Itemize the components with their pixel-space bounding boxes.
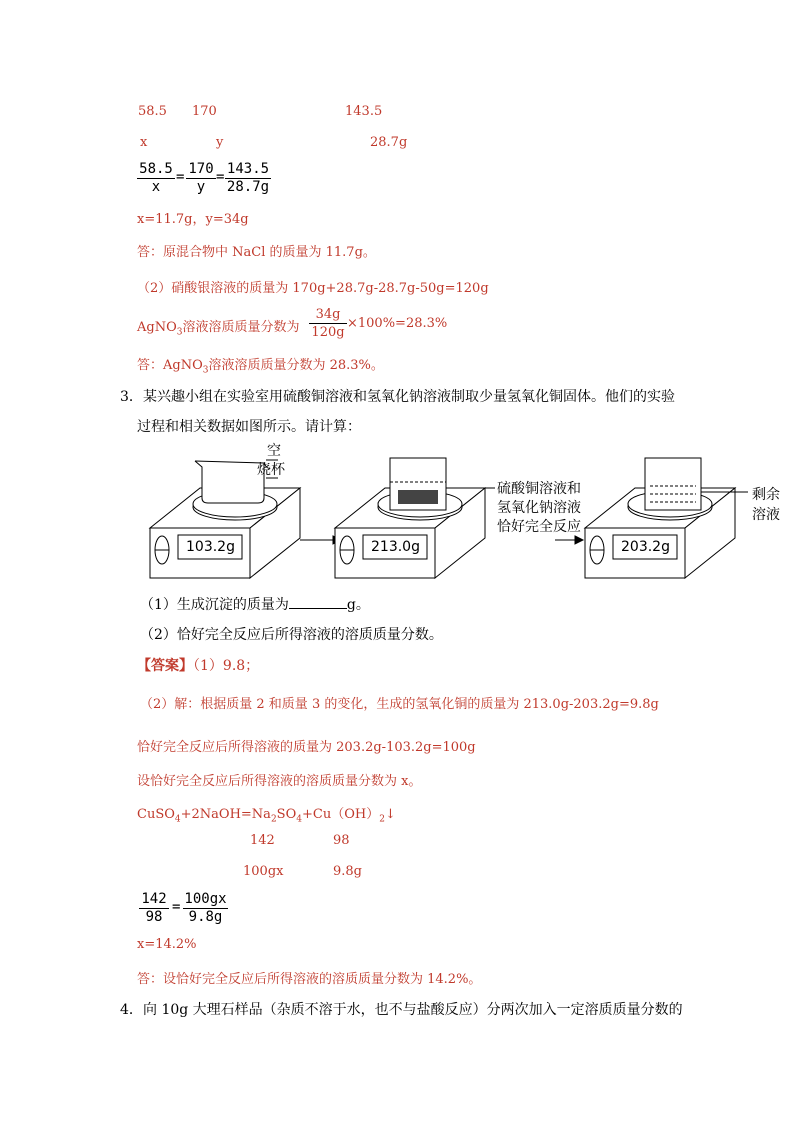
answer-text: 答：AgNO [137, 358, 203, 373]
equation-subscript: 4 [174, 814, 181, 825]
formula-subscript: 3 [176, 327, 183, 338]
equation-text: ↓ [384, 807, 396, 822]
fraction-denominator: 98 [145, 909, 163, 925]
fraction-denominator: y [196, 179, 206, 195]
fraction-100gx-over-9-8g [183, 891, 228, 926]
question-3-stem-line2: 过程和相关数据如图所示。请计算： [137, 419, 361, 435]
answer-tag: 【答案】 [137, 658, 193, 674]
result-line: x=11.7g，y=34g [137, 212, 249, 227]
equation-subscript: 2 [270, 814, 277, 825]
mass-cuoh2: 9.8g [333, 864, 362, 879]
subquestion-text: （1）生成沉淀的质量为 [140, 597, 289, 613]
fraction-numerator: 143.5 [226, 161, 270, 177]
equation-subscript: 4 [296, 814, 302, 825]
remaining-label-line1: 剩余 [752, 487, 780, 503]
fraction-denominator: 28.7g [226, 179, 270, 195]
question-4-stem: 向 10g 大理石样品（杂质不溶于水，也不与盐酸反应）分两次加入一定溶质质量分数的 [143, 1002, 683, 1018]
scale-1-reading: 103.2g [186, 539, 235, 555]
subquestion-text: g。 [346, 597, 370, 613]
equation-subscript: 2 [379, 814, 385, 825]
molar-mass-cuoh2: 98 [333, 833, 350, 848]
answer-agno3 [137, 354, 384, 376]
question-4-number: 4． [120, 1002, 143, 1018]
equation-text: CuSO [137, 807, 175, 822]
formula-text: AgNO [137, 320, 177, 335]
equation-text: +2NaOH=Na [180, 807, 271, 822]
mass-ratio-c: 143.5 [345, 104, 383, 119]
fraction-numerator: 34g [309, 306, 347, 324]
fraction-170-over-y [186, 161, 216, 196]
unknown-y: y [216, 135, 224, 150]
subquestion-2: （2）恰好完全反应后所得溶液的溶质质量分数。 [140, 627, 443, 643]
agno3-fraction-prefix [137, 316, 300, 338]
beaker-label: 烧杯 [257, 462, 285, 478]
fraction-34g-over-120g [309, 306, 347, 341]
solution-line-2: 恰好完全反应后所得溶液的质量为 203.2g-103.2g=100g [137, 740, 476, 755]
fraction-numerator: 100gx [184, 891, 227, 907]
subquestion-1 [140, 594, 370, 614]
formula-text: 溶液溶质质量分数为 [182, 320, 300, 335]
given-mass: 28.7g [370, 135, 408, 150]
balance-scale-2 [335, 458, 485, 578]
question-3-number: 3． [120, 389, 143, 405]
scale-2-reading: 213.0g [371, 539, 420, 555]
answer-nacl: 答：原混合物中 NaCl 的质量为 11.7g。 [137, 245, 376, 260]
molar-mass-na2so4: 142 [250, 833, 275, 848]
mass-ratio-b: 170 [192, 104, 217, 119]
percentage-result: ×100%=28.3% [347, 316, 448, 331]
equation-text: SO [276, 807, 297, 822]
reaction-label-line2: 氢氧化钠溶液 [497, 500, 581, 516]
scale-3-reading: 203.2g [621, 539, 670, 555]
empty-label: 空 [267, 443, 281, 459]
x-result: x=14.2% [137, 937, 197, 952]
question-3-stem-line1: 某兴趣小组在实验室用硫酸铜溶液和氢氧化钠溶液制取少量氢氧化铜固体。他们的实验 [143, 389, 675, 405]
equals-sign: = [172, 899, 181, 915]
mass-ratio-a: 58.5 [138, 104, 167, 119]
solution-line-3: 设恰好完全反应后所得溶液的溶质质量分数为 x。 [137, 774, 422, 789]
fraction-denominator: 9.8g [188, 909, 223, 925]
answer-blank [289, 596, 347, 609]
fraction-143-5-over-28-7g [225, 161, 271, 196]
equation-text: +Cu（OH） [301, 807, 380, 822]
solution-line-1: （2）解：根据质量 2 和质量 3 的变化，生成的氢氧化铜的质量为 213.0g-203.2g=9.8g [140, 697, 659, 712]
mass-na2so4: 100gx [243, 864, 284, 879]
equals-sign: = [216, 169, 225, 185]
unknown-x: x [140, 135, 148, 150]
fraction-142-over-98 [139, 891, 169, 926]
fraction-denominator: 120g [311, 325, 345, 340]
fraction-numerator: 170 [186, 161, 216, 179]
part2-silver-nitrate-mass: （2）硝酸银溶液的质量为 170g+28.7g-28.7g-50g=120g [137, 281, 489, 296]
answer-text: 溶液溶质质量分数为 28.3%。 [208, 358, 384, 373]
fraction-denominator: x [151, 179, 161, 195]
chemical-equation [137, 803, 396, 825]
fraction-58-5-over-x [137, 161, 175, 196]
final-answer: 答：设恰好完全反应后所得溶液的溶质质量分数为 14.2%。 [137, 972, 482, 987]
fraction-numerator: 142 [139, 891, 169, 909]
remaining-label-line2: 溶液 [752, 507, 780, 523]
reaction-label-line1: 硫酸铜溶液和 [497, 481, 581, 497]
formula-subscript: 3 [202, 365, 209, 376]
answer-line [137, 655, 259, 675]
experiment-figure [140, 440, 790, 590]
reaction-label-line3: 恰好完全反应 [497, 519, 581, 535]
answer-part1: （1）9.8； [193, 658, 260, 674]
fraction-numerator: 58.5 [137, 161, 175, 179]
equals-sign: = [176, 169, 185, 185]
balance-scale-3 [585, 458, 748, 578]
